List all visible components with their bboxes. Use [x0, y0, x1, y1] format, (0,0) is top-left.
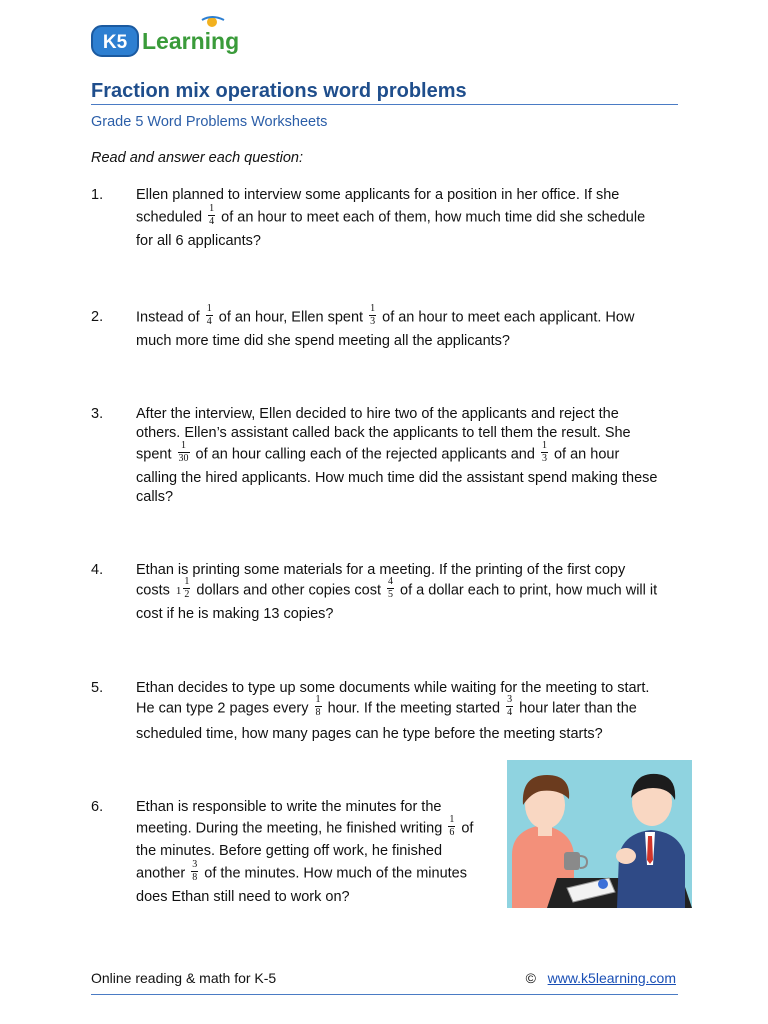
question-number: 5. — [91, 680, 104, 696]
question-number: 2. — [91, 309, 104, 325]
fraction: $\frac{1}{4}$ — [209, 203, 215, 227]
logo-badge-text: K5 — [102, 32, 128, 53]
meeting-illustration — [507, 760, 692, 908]
fraction: $\frac{1}{4}$ — [206, 303, 212, 327]
mixed-number-whole: 1 — [175, 585, 182, 598]
question-text: After the interview, Ellen decided to hire two of the applicants and reject the — [136, 406, 619, 422]
question-text-line: meeting. During the meeting, he finished writing $\frac{1}{6}$ of — [136, 814, 474, 838]
question-text: others. Ellen’s assistant called back the applicants to tell them the result. She — [136, 425, 631, 441]
fraction: $\frac{1}{3}$ — [370, 303, 376, 327]
fraction: $\frac{1}{6}$ — [449, 814, 455, 838]
footer-link-area — [526, 970, 676, 986]
fraction: $\frac{1}{2}$ — [184, 576, 190, 600]
question-text: Ethan is printing some materials for a meeting. If the printing of the first copy — [136, 562, 626, 578]
k5-learning-logo — [90, 14, 255, 60]
title-divider — [91, 104, 678, 105]
question-text-line: costs 1 $\frac{1}{2}$ dollars and other copies cost $\frac{4}{5}$ of a dollar each to print, how much will it — [136, 576, 658, 600]
question-text: scheduled time, how many pages can he type before the meeting starts? — [136, 726, 603, 742]
instructions: Read and answer each question: — [91, 150, 304, 166]
question-text-line: spent $\frac{1}{30}$ of an hour calling each of the rejected applicants and $\frac{1}{3}$ of an hour — [136, 440, 620, 464]
copyright-symbol: © — [525, 970, 536, 986]
k5learning-link[interactable]: www.k5learning.com — [547, 970, 676, 986]
question-text: for all 6 applicants? — [136, 233, 261, 249]
question-text: calling the hired applicants. How much time did the assistant spend making these — [136, 470, 658, 486]
footer-tagline: Online reading & math for K-5 — [91, 970, 277, 986]
question-text: cost if he is making 13 copies? — [136, 606, 334, 622]
fraction: $\frac{4}{5}$ — [388, 576, 394, 600]
fraction: $\frac{3}{4}$ — [507, 694, 513, 718]
question-text-line: Instead of $\frac{1}{4}$ of an hour, Ellen spent $\frac{1}{3}$ of an hour to meet each applicant. How — [136, 303, 635, 327]
question-number: 4. — [91, 562, 104, 578]
footer-divider — [91, 994, 678, 995]
question-text: Ethan is responsible to write the minutes for the — [136, 799, 442, 815]
fraction: $\frac{3}{8}$ — [192, 859, 198, 883]
question-number: 1. — [91, 187, 104, 203]
fraction: $\frac{1}{30}$ — [178, 440, 189, 464]
fraction: $\frac{1}{3}$ — [541, 440, 547, 464]
question-text: Ellen planned to interview some applicants for a position in her office. If she — [136, 187, 620, 203]
question-text-line: scheduled $\frac{1}{4}$ of an hour to meet each of them, how much time did she schedule — [136, 203, 646, 227]
question-text-line: another $\frac{3}{8}$ of the minutes. How much of the minutes — [136, 859, 467, 883]
question-text: does Ethan still need to work on? — [136, 889, 350, 905]
question-number: 6. — [91, 799, 104, 815]
question-number: 3. — [91, 406, 104, 422]
question-text: Ethan decides to type up some documents while waiting for the meeting to start. — [136, 680, 650, 696]
question-text: the minutes. Before getting off work, he finished — [136, 843, 443, 859]
logo-word-text: Learning — [142, 28, 240, 54]
fraction: $\frac{1}{8}$ — [315, 694, 321, 718]
question-text-line: He can type 2 pages every $\frac{1}{8}$ hour. If the meeting started $\frac{3}{4}$ hour later than the — [136, 694, 637, 718]
question-text: calls? — [136, 489, 174, 505]
question-text: much more time did she spend meeting all the applicants? — [136, 333, 510, 349]
page-title: Fraction mix operations word problems — [91, 80, 467, 102]
page-subtitle: Grade 5 Word Problems Worksheets — [91, 114, 328, 130]
